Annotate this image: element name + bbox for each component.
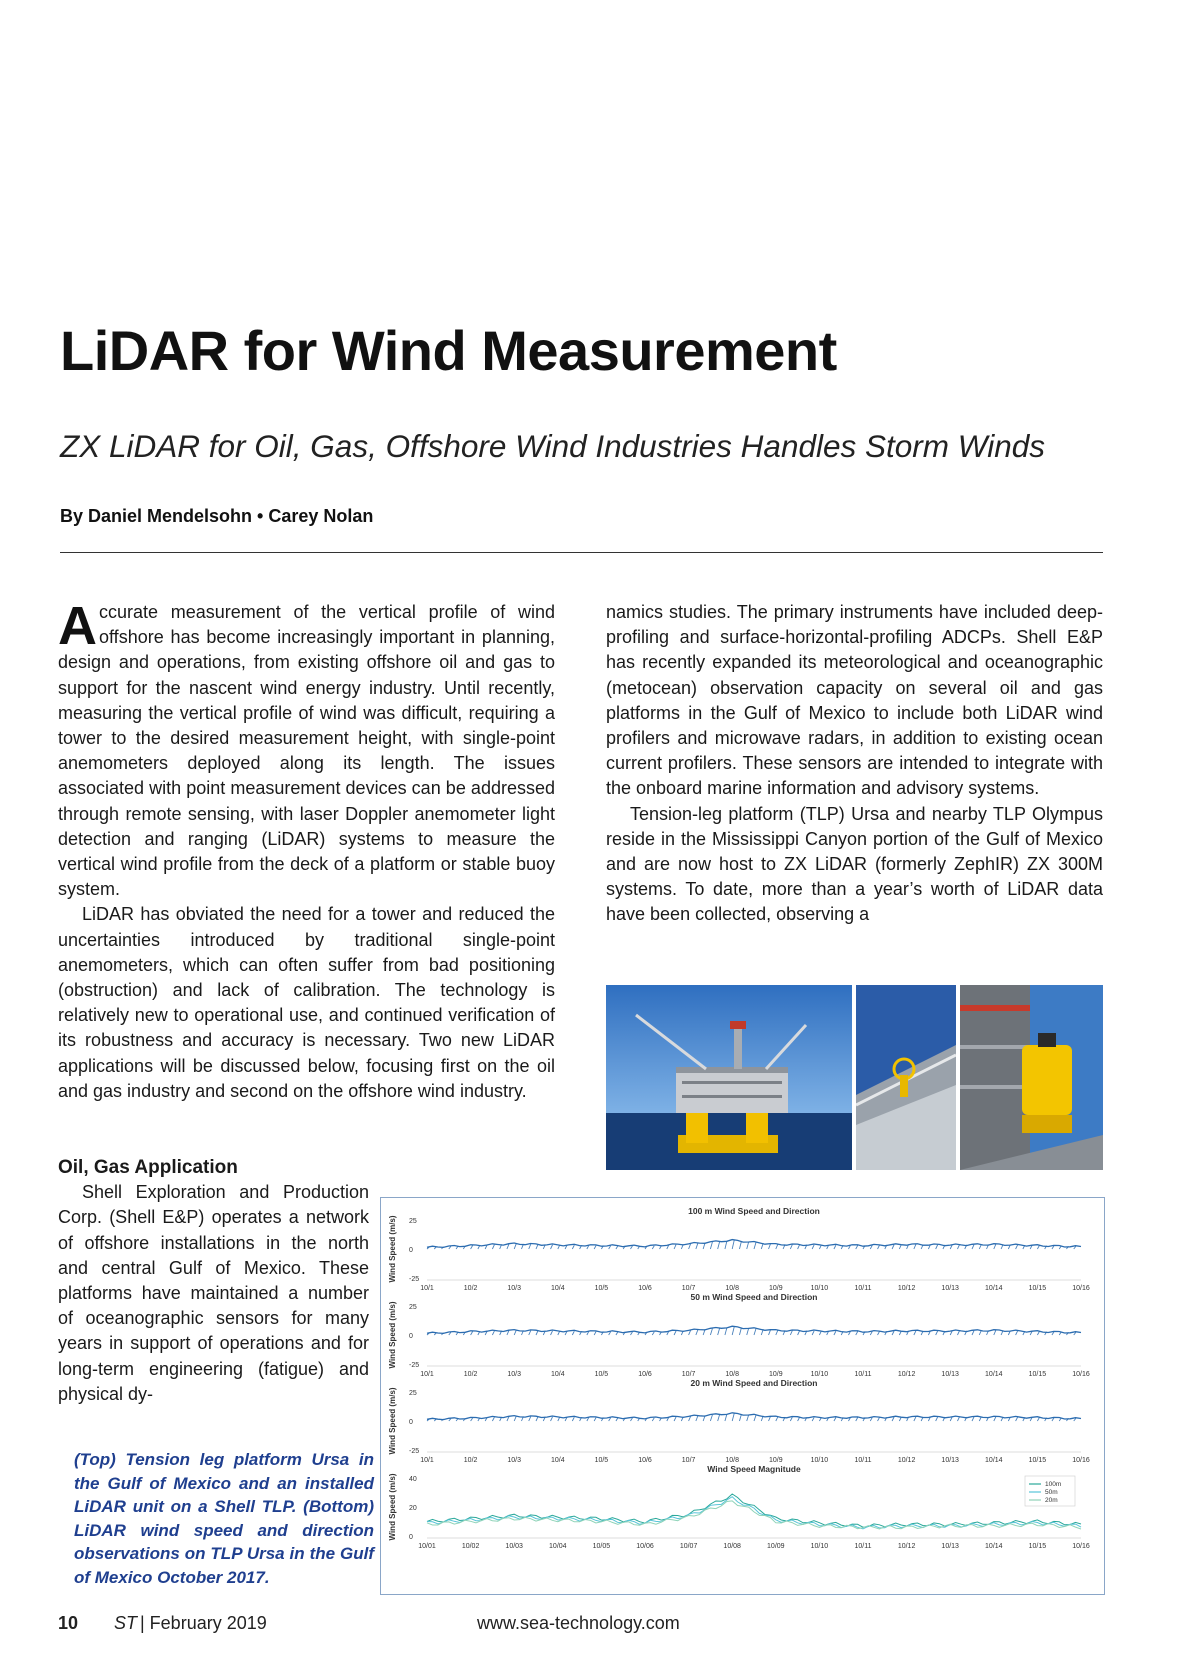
direction-stick <box>892 1331 894 1335</box>
series-line-100m <box>427 1240 1081 1248</box>
x-tick-label: 10/16 <box>1072 1457 1090 1464</box>
chart-title: 100 m Wind Speed and Direction <box>688 1206 820 1216</box>
chart-title: 50 m Wind Speed and Direction <box>690 1292 818 1302</box>
x-tick-label: 10/10 <box>810 1457 829 1464</box>
direction-stick <box>834 1245 836 1249</box>
direction-stick <box>994 1244 996 1249</box>
direction-stick <box>769 1330 771 1335</box>
y-axis-label: Wind Speed (m/s) <box>388 1215 397 1283</box>
x-tick-label: 10/4 <box>550 1371 565 1378</box>
x-tick-label: 10/10 <box>810 1371 829 1378</box>
x-tick-label: 10/8 <box>725 1285 740 1292</box>
direction-stick <box>696 1330 698 1335</box>
page-number: 10 <box>58 1613 79 1633</box>
y-tick-label: 40 <box>409 1476 417 1483</box>
x-tick-label: 10/5 <box>594 1285 609 1292</box>
left-column-bottom <box>58 1155 369 1407</box>
x-tick-label: 10/14 <box>985 1285 1003 1292</box>
x-tick-label: 10/03 <box>505 1543 523 1550</box>
platform-photo <box>606 985 852 1170</box>
direction-stick <box>710 1329 712 1335</box>
direction-stick <box>747 1242 749 1249</box>
direction-stick <box>878 1331 880 1335</box>
legend-label: 50m <box>1045 1489 1058 1496</box>
y-tick-label: 25 <box>409 1390 417 1397</box>
x-tick-label: 10/11 <box>854 1371 872 1378</box>
direction-stick <box>769 1244 771 1249</box>
x-tick-label: 10/1 <box>420 1371 434 1378</box>
direction-stick <box>718 1328 720 1335</box>
x-tick-label: 10/13 <box>941 1285 959 1292</box>
x-tick-label: 10/9 <box>768 1457 783 1464</box>
direction-stick <box>732 1240 734 1249</box>
direction-stick <box>630 1418 632 1421</box>
x-tick-label: 10/2 <box>463 1371 478 1378</box>
direction-stick <box>536 1417 538 1421</box>
direction-stick <box>689 1330 691 1335</box>
x-tick-label: 10/3 <box>507 1285 522 1292</box>
direction-stick <box>594 1331 596 1335</box>
x-tick-label: 10/4 <box>550 1457 565 1464</box>
direction-stick <box>776 1244 778 1249</box>
direction-stick <box>914 1417 916 1421</box>
direction-stick <box>689 1416 691 1421</box>
direction-stick <box>776 1330 778 1335</box>
direction-stick <box>1037 1332 1039 1335</box>
direction-stick <box>652 1418 654 1421</box>
direction-stick <box>739 1414 741 1421</box>
direction-stick <box>572 1331 574 1335</box>
direction-stick <box>710 1415 712 1421</box>
direction-stick <box>616 1246 618 1249</box>
direction-stick <box>878 1245 880 1249</box>
direction-stick <box>572 1417 574 1421</box>
y-tick-label: 25 <box>409 1304 417 1311</box>
x-tick-label: 10/6 <box>638 1371 652 1378</box>
direction-stick <box>892 1417 894 1421</box>
x-tick-label: 10/16 <box>1072 1371 1090 1378</box>
x-tick-label: 10/6 <box>638 1285 652 1292</box>
direction-stick <box>536 1331 538 1335</box>
direction-stick <box>674 1417 676 1421</box>
direction-stick <box>630 1332 632 1335</box>
series-line-100m <box>427 1494 1081 1527</box>
wind-chart-figure <box>380 1197 1105 1595</box>
x-tick-label: 10/16 <box>1072 1543 1090 1550</box>
direction-stick <box>674 1245 676 1249</box>
x-tick-label: 10/15 <box>1028 1543 1047 1550</box>
direction-stick <box>957 1417 959 1421</box>
direction-stick <box>972 1417 974 1421</box>
paragraph-3: Shell Exploration and Production Corp. (Shell E&P) operates a network of offshore installations in the north and central Gulf of Mexico. These platforms have maintained a number of oceanographic sensors for many years in support of operations and for long-term engineering (fatigue) and physical dy- <box>58 1182 369 1404</box>
x-tick-label: 10/15 <box>1028 1371 1047 1378</box>
direction-stick <box>994 1330 996 1335</box>
direction-stick <box>616 1332 618 1335</box>
direction-stick <box>674 1331 676 1335</box>
direction-stick <box>507 1244 509 1249</box>
x-tick-label: 10/13 <box>941 1371 959 1378</box>
x-tick-label: 10/12 <box>897 1285 916 1292</box>
direction-stick <box>529 1331 531 1335</box>
drop-cap: A <box>58 596 97 656</box>
x-tick-label: 10/02 <box>461 1543 480 1550</box>
x-tick-label: 10/7 <box>681 1371 696 1378</box>
direction-stick <box>754 1242 756 1249</box>
direction-stick <box>790 1417 792 1421</box>
direction-stick <box>449 1246 451 1249</box>
x-tick-label: 10/13 <box>941 1457 959 1464</box>
direction-stick <box>449 1419 451 1421</box>
x-tick-label: 10/9 <box>768 1371 783 1378</box>
direction-stick <box>1037 1246 1039 1249</box>
issue-date: | February 2019 <box>140 1613 267 1633</box>
direction-stick <box>914 1244 916 1249</box>
direction-stick <box>696 1416 698 1421</box>
direction-stick <box>936 1417 938 1421</box>
x-tick-label: 10/14 <box>985 1543 1003 1550</box>
x-tick-label: 10/14 <box>985 1371 1003 1378</box>
direction-stick <box>696 1243 698 1249</box>
left-column-top <box>58 596 555 1104</box>
y-tick-label: 20 <box>409 1505 417 1512</box>
article-title: LiDAR for Wind Measurement <box>60 319 837 382</box>
y-tick-label: -25 <box>409 1448 420 1455</box>
x-tick-label: 10/10 <box>810 1543 829 1550</box>
direction-stick <box>449 1332 451 1335</box>
direction-stick <box>1059 1332 1061 1335</box>
x-tick-label: 10/2 <box>463 1285 478 1292</box>
x-tick-label: 10/15 <box>1028 1285 1047 1292</box>
wind-chart-svg <box>381 1198 1104 1594</box>
x-tick-label: 10/09 <box>767 1543 785 1550</box>
series-line-50m <box>427 1326 1081 1333</box>
direction-stick <box>1016 1331 1018 1335</box>
direction-stick <box>514 1244 516 1249</box>
y-axis-label: Wind Speed (m/s) <box>388 1387 397 1455</box>
direction-stick <box>616 1418 618 1421</box>
direction-stick <box>1037 1418 1039 1421</box>
series-line-20m <box>427 1413 1081 1420</box>
photo-strip <box>606 985 1103 1170</box>
direction-stick <box>536 1244 538 1249</box>
direction-stick <box>957 1245 959 1249</box>
direction-stick <box>630 1246 632 1249</box>
direction-stick <box>914 1331 916 1335</box>
y-tick-label: 25 <box>409 1218 417 1225</box>
x-tick-label: 10/05 <box>592 1543 611 1550</box>
direction-stick <box>754 1329 756 1335</box>
x-tick-label: 10/08 <box>723 1543 741 1550</box>
chart-title: Wind Speed Magnitude <box>707 1464 801 1474</box>
x-tick-label: 10/8 <box>725 1371 740 1378</box>
direction-stick <box>936 1245 938 1249</box>
direction-stick <box>1016 1245 1018 1249</box>
direction-stick <box>776 1417 778 1421</box>
direction-stick <box>551 1331 553 1335</box>
x-tick-label: 10/12 <box>897 1371 916 1378</box>
direction-stick <box>1074 1332 1076 1335</box>
direction-stick <box>834 1331 836 1335</box>
direction-stick <box>994 1417 996 1421</box>
direction-stick <box>1059 1246 1061 1249</box>
figure-caption: (Top) Tension leg platform Ursa in the Gulf of Mexico and an installed LiDAR unit on a Shell TLP. (Bottom) LiDAR wind speed and direction observations on TLP Ursa in the Gulf of Mexico October 2017. <box>74 1450 374 1587</box>
x-tick-label: 10/13 <box>941 1543 959 1550</box>
x-tick-label: 10/5 <box>594 1457 609 1464</box>
direction-stick <box>689 1244 691 1249</box>
lidar-deck-photo <box>856 985 956 1170</box>
direction-stick <box>957 1331 959 1335</box>
direction-stick <box>856 1331 858 1335</box>
x-tick-label: 10/07 <box>679 1543 698 1550</box>
direction-stick <box>1074 1418 1076 1421</box>
direction-stick <box>812 1417 814 1421</box>
direction-stick <box>594 1417 596 1421</box>
direction-stick <box>972 1331 974 1335</box>
direction-stick <box>892 1245 894 1249</box>
direction-stick <box>790 1331 792 1335</box>
x-tick-label: 10/11 <box>854 1285 872 1292</box>
direction-stick <box>732 1413 734 1421</box>
direction-stick <box>936 1331 938 1335</box>
direction-stick <box>979 1417 981 1421</box>
direction-stick <box>972 1245 974 1249</box>
direction-stick <box>514 1330 516 1335</box>
direction-stick <box>529 1244 531 1249</box>
magazine-name: ST <box>114 1613 138 1633</box>
direction-stick <box>798 1331 800 1335</box>
y-tick-label: -25 <box>409 1362 420 1369</box>
paragraph-4: namics studies. The primary instruments have included deep-profiling and surface-horizontal-profiling ADCPs. Shell E&P has recently expanded its meteorological and oceanographic (metocean) observation capacity on several oil and gas platforms in the Gulf of Mexico to include both LiDAR wind profilers and microwave radars, in addition to existing ocean current profilers. These sensors are intended to integrate with the onboard marine information and advisory systems. <box>606 602 1103 799</box>
direction-stick <box>492 1245 494 1249</box>
x-tick-label: 10/1 <box>420 1285 434 1292</box>
paragraph-1 <box>58 596 555 902</box>
direction-stick <box>471 1418 473 1421</box>
y-tick-label: 0 <box>409 1534 413 1541</box>
chart-title: 20 m Wind Speed and Direction <box>690 1378 818 1388</box>
x-tick-label: 10/11 <box>854 1543 872 1550</box>
x-tick-label: 10/1 <box>420 1457 434 1464</box>
direction-stick <box>732 1327 734 1335</box>
legend-label: 20m <box>1045 1497 1058 1504</box>
direction-stick <box>979 1245 981 1249</box>
paragraph-2: LiDAR has obviated the need for a tower and reduced the uncertainties introduced by traditional single-point anemometers, which can often suffer from bad positioning (obstruction) and lack of calibration. The technology is relatively new to operational use, and continued verification of its robustness and accuracy is necessary. Two new LiDAR applications will be discussed below, focusing first on the oil and gas industry and second on the offshore wind industry. <box>58 904 555 1101</box>
direction-stick <box>878 1417 880 1421</box>
paragraph-1-text: ccurate measurement of the vertical profile of wind offshore has become increasingly important in planning, design and operations, from existing offshore oil and gas to support for the nascent wind energy industry. Until recently, measuring the vertical profile of wind was difficult, requiring a tower to the desired measurement height, with single-point anemometers deployed along its length. The issues associated with point measurement devices can be addressed through remote sensing, with laser Doppler anemometer light detection and ranging (LiDAR) systems to measure the vertical wind profile from the deck of a platform or stable buoy system. <box>58 602 555 900</box>
direction-stick <box>471 1332 473 1335</box>
x-tick-label: 10/15 <box>1028 1457 1047 1464</box>
legend-label: 100m <box>1045 1481 1062 1488</box>
section-heading: Oil, Gas Application <box>58 1157 238 1178</box>
direction-stick <box>754 1415 756 1421</box>
direction-stick <box>529 1417 531 1421</box>
website-url: www.sea-technology.com <box>477 1613 680 1633</box>
direction-stick <box>739 1241 741 1249</box>
direction-stick <box>739 1327 741 1335</box>
x-tick-label: 10/16 <box>1072 1285 1090 1292</box>
direction-stick <box>725 1241 727 1249</box>
x-tick-label: 10/3 <box>507 1371 522 1378</box>
direction-stick <box>812 1331 814 1335</box>
x-tick-label: 10/7 <box>681 1285 696 1292</box>
lidar-unit-photo <box>960 985 1103 1170</box>
direction-stick <box>1059 1418 1061 1421</box>
direction-stick <box>551 1245 553 1249</box>
y-tick-label: 0 <box>409 1247 413 1254</box>
direction-stick <box>652 1332 654 1335</box>
x-tick-label: 10/11 <box>854 1457 872 1464</box>
byline: By Daniel Mendelsohn • Carey Nolan <box>60 506 374 526</box>
direction-stick <box>594 1245 596 1249</box>
direction-stick <box>856 1245 858 1249</box>
x-tick-label: 10/4 <box>550 1285 565 1292</box>
x-tick-label: 10/8 <box>725 1457 740 1464</box>
direction-stick <box>572 1245 574 1249</box>
direction-stick <box>856 1418 858 1421</box>
direction-stick <box>471 1246 473 1249</box>
direction-stick <box>434 1247 436 1249</box>
direction-stick <box>1016 1417 1018 1421</box>
direction-stick <box>798 1417 800 1421</box>
direction-stick <box>1074 1246 1076 1249</box>
x-tick-label: 10/14 <box>985 1457 1003 1464</box>
direction-stick <box>710 1242 712 1249</box>
x-tick-label: 10/01 <box>418 1543 436 1550</box>
direction-stick <box>492 1417 494 1421</box>
x-tick-label: 10/06 <box>636 1543 654 1550</box>
paragraph-5: Tension-leg platform (TLP) Ursa and nearby TLP Olympus reside in the Mississippi Canyon portion of the Gulf of Mexico and are now host to ZX LiDAR (formerly ZephIR) ZX 300M systems. To date, more than a year’s worth of LiDAR data have been collected, observing a <box>606 803 1103 925</box>
x-tick-label: 10/5 <box>594 1371 609 1378</box>
direction-stick <box>652 1246 654 1249</box>
x-tick-label: 10/6 <box>638 1457 652 1464</box>
x-tick-label: 10/04 <box>549 1543 567 1550</box>
direction-stick <box>551 1417 553 1421</box>
direction-stick <box>798 1245 800 1249</box>
x-tick-label: 10/7 <box>681 1457 696 1464</box>
direction-stick <box>812 1245 814 1249</box>
y-axis-label: Wind Speed (m/s) <box>388 1301 397 1369</box>
y-tick-label: 0 <box>409 1333 413 1340</box>
right-column <box>606 600 1103 928</box>
direction-stick <box>492 1331 494 1335</box>
header-rule <box>60 552 1103 553</box>
direction-stick <box>790 1245 792 1249</box>
x-tick-label: 10/9 <box>768 1285 783 1292</box>
direction-stick <box>979 1331 981 1335</box>
direction-stick <box>834 1418 836 1421</box>
article-subtitle: ZX LiDAR for Oil, Gas, Offshore Wind Industries Handles Storm Winds <box>60 428 1046 464</box>
x-tick-label: 10/12 <box>897 1543 916 1550</box>
direction-stick <box>718 1414 720 1421</box>
y-tick-label: 0 <box>409 1419 413 1426</box>
y-tick-label: -25 <box>409 1276 420 1283</box>
direction-stick <box>434 1333 436 1335</box>
x-tick-label: 10/10 <box>810 1285 829 1292</box>
direction-stick <box>718 1241 720 1249</box>
x-tick-label: 10/12 <box>897 1457 916 1464</box>
y-axis-label: Wind Speed (m/s) <box>388 1473 397 1541</box>
x-tick-label: 10/2 <box>463 1457 478 1464</box>
x-tick-label: 10/3 <box>507 1457 522 1464</box>
direction-stick <box>514 1416 516 1421</box>
